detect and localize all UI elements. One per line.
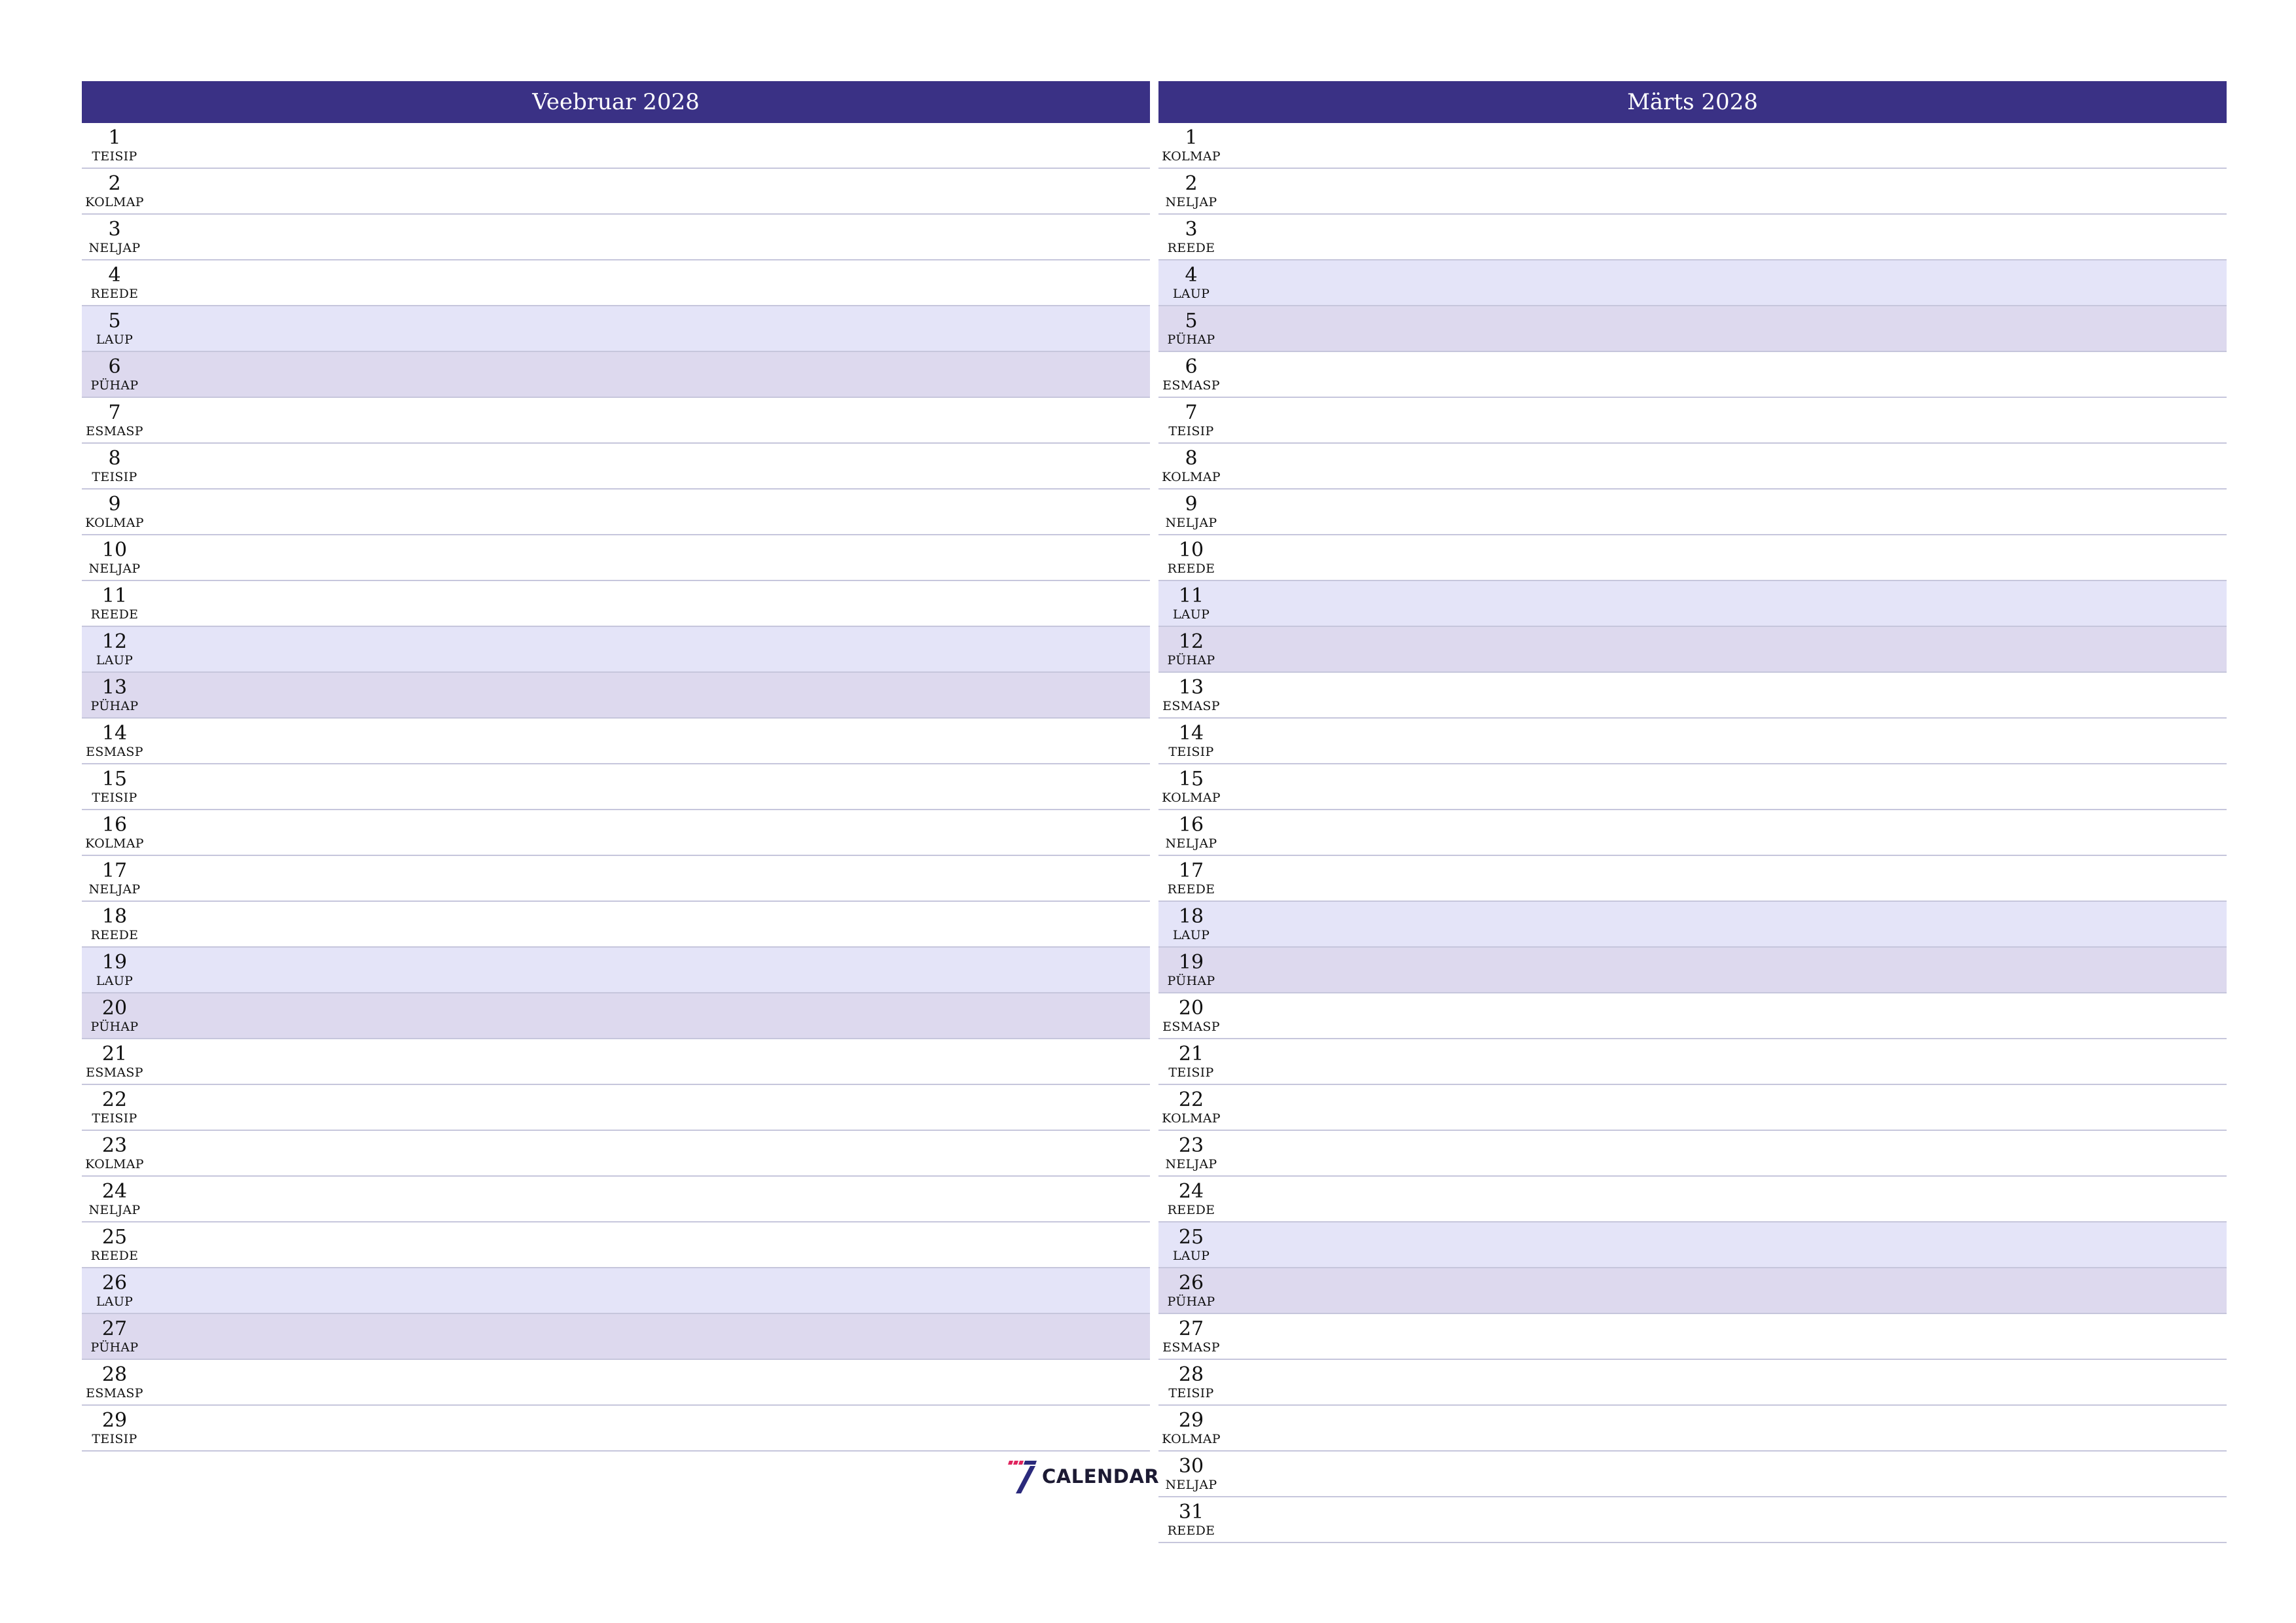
day-cell [1158, 352, 1224, 397]
day-cell [1158, 1406, 1224, 1450]
weekday-name: ESMASP [1162, 1340, 1220, 1355]
day-row [1158, 948, 2227, 993]
day-cell [1158, 1039, 1224, 1084]
day-row [82, 260, 1150, 306]
day-cell [82, 1177, 147, 1221]
weekday-name: NELJAP [1165, 1478, 1217, 1492]
day-number: 15 [1178, 768, 1204, 791]
day-row [82, 444, 1150, 490]
day-number: 16 [101, 813, 128, 836]
day-number: 6 [1185, 355, 1198, 378]
weekday-name: REEDE [1167, 882, 1215, 897]
day-row [1158, 398, 2227, 444]
day-row [1158, 1039, 2227, 1085]
day-cell [82, 810, 147, 855]
day-cell [82, 535, 147, 580]
weekday-name: ESMASP [86, 1065, 143, 1080]
weekday-name: KOLMAP [85, 195, 144, 209]
day-number: 8 [108, 447, 121, 470]
day-cell [82, 764, 147, 809]
day-cell [82, 856, 147, 901]
day-number: 22 [1178, 1088, 1204, 1111]
day-cell [1158, 490, 1224, 534]
day-row [82, 490, 1150, 535]
day-cell [1158, 215, 1224, 259]
day-cell [82, 719, 147, 763]
weekday-name: REEDE [90, 1249, 139, 1263]
day-number: 27 [101, 1317, 128, 1340]
day-cell [1158, 1268, 1224, 1313]
day-cell [82, 1406, 147, 1450]
weekday-name: TEISIP [92, 470, 137, 484]
weekday-name: ESMASP [86, 1386, 143, 1400]
logo-text: CALENDAR [1042, 1465, 1160, 1488]
day-list [1158, 123, 2227, 1543]
day-row [1158, 1177, 2227, 1222]
day-row [82, 398, 1150, 444]
day-number: 18 [1178, 905, 1204, 928]
day-cell [82, 1360, 147, 1404]
day-cell [1158, 169, 1224, 213]
day-cell [82, 1039, 147, 1084]
day-cell [82, 902, 147, 946]
day-number: 9 [1185, 493, 1198, 516]
day-row [82, 856, 1150, 902]
day-cell [1158, 948, 1224, 992]
day-row [1158, 856, 2227, 902]
day-number: 14 [1178, 722, 1204, 745]
day-cell [1158, 673, 1224, 717]
day-row [1158, 627, 2227, 673]
weekday-name: REEDE [90, 928, 139, 942]
day-row [82, 810, 1150, 856]
day-cell [1158, 260, 1224, 305]
day-number: 30 [1178, 1455, 1204, 1478]
weekday-name: NELJAP [1165, 195, 1217, 209]
day-number: 9 [108, 493, 121, 516]
weekday-name: LAUP [1172, 928, 1210, 942]
day-number: 24 [101, 1180, 128, 1203]
day-number: 26 [1178, 1272, 1204, 1294]
day-cell [82, 169, 147, 213]
day-number: 12 [101, 630, 128, 653]
day-cell [1158, 1085, 1224, 1130]
day-number: 21 [101, 1043, 128, 1065]
weekday-name: REEDE [90, 607, 139, 622]
day-number: 11 [101, 584, 128, 607]
day-row [1158, 444, 2227, 490]
day-number: 16 [1178, 813, 1204, 836]
day-number: 22 [101, 1088, 128, 1111]
weekday-name: PÜHAP [90, 1340, 139, 1355]
day-number: 7 [108, 401, 121, 424]
month-title: Märts 2028 [1158, 81, 2227, 123]
weekday-name: TEISIP [1168, 1065, 1214, 1080]
day-cell [82, 581, 147, 626]
day-cell [82, 123, 147, 168]
day-number: 10 [101, 539, 128, 562]
day-row [1158, 215, 2227, 260]
day-number: 25 [101, 1226, 128, 1249]
day-row [1158, 490, 2227, 535]
day-cell [82, 398, 147, 442]
day-row [82, 902, 1150, 948]
day-cell [82, 490, 147, 534]
day-number: 12 [1178, 630, 1204, 653]
weekday-name: PÜHAP [1167, 974, 1215, 988]
weekday-name: TEISIP [92, 791, 137, 805]
weekday-name: LAUP [96, 653, 134, 668]
day-row [82, 581, 1150, 627]
weekday-name: TEISIP [92, 149, 137, 164]
day-row [1158, 581, 2227, 627]
weekday-name: REEDE [1167, 241, 1215, 255]
day-row [82, 215, 1150, 260]
day-number: 6 [108, 355, 121, 378]
weekday-name: REEDE [1167, 1203, 1215, 1217]
day-row [82, 627, 1150, 673]
weekday-name: REEDE [1167, 562, 1215, 576]
weekday-name: PÜHAP [90, 699, 139, 713]
day-row [1158, 1268, 2227, 1314]
weekday-name: TEISIP [1168, 1386, 1214, 1400]
day-row [82, 673, 1150, 719]
weekday-name: KOLMAP [1162, 791, 1221, 805]
weekday-name: KOLMAP [85, 1157, 144, 1171]
weekday-name: NELJAP [1165, 836, 1217, 851]
weekday-name: PÜHAP [90, 378, 139, 393]
weekday-name: PÜHAP [1167, 653, 1215, 668]
day-row [82, 1268, 1150, 1314]
day-cell [1158, 1222, 1224, 1267]
weekday-name: NELJAP [88, 882, 141, 897]
day-cell [82, 948, 147, 992]
day-number: 29 [1178, 1409, 1204, 1432]
day-number: 17 [101, 859, 128, 882]
weekday-name: TEISIP [1168, 745, 1214, 759]
day-cell [1158, 810, 1224, 855]
day-row [1158, 169, 2227, 215]
day-cell [1158, 627, 1224, 671]
month-panel-march [1158, 81, 2227, 1543]
weekday-name: LAUP [96, 332, 134, 347]
weekday-name: ESMASP [1162, 378, 1220, 393]
weekday-name: LAUP [1172, 1249, 1210, 1263]
weekday-name: ESMASP [86, 424, 143, 438]
day-number: 13 [1178, 676, 1204, 699]
day-row [1158, 1131, 2227, 1177]
day-number: 8 [1185, 447, 1198, 470]
weekday-name: PÜHAP [90, 1020, 139, 1034]
weekday-name: KOLMAP [85, 516, 144, 530]
day-row [1158, 719, 2227, 764]
day-cell [1158, 856, 1224, 901]
day-cell [82, 627, 147, 671]
day-cell [1158, 1452, 1224, 1496]
day-cell [82, 1222, 147, 1267]
day-cell [1158, 306, 1224, 351]
day-row [1158, 260, 2227, 306]
day-row [82, 1039, 1150, 1085]
day-number: 1 [1185, 126, 1198, 149]
day-list [82, 123, 1150, 1452]
day-row [1158, 1085, 2227, 1131]
day-cell [1158, 764, 1224, 809]
day-row [1158, 1497, 2227, 1543]
day-row [1158, 993, 2227, 1039]
day-row [82, 169, 1150, 215]
day-number: 19 [1178, 951, 1204, 974]
day-number: 1 [108, 126, 121, 149]
day-row [82, 1085, 1150, 1131]
day-number: 5 [1185, 310, 1198, 332]
day-cell [1158, 902, 1224, 946]
day-row [82, 1406, 1150, 1452]
weekday-name: KOLMAP [1162, 149, 1221, 164]
day-row [1158, 673, 2227, 719]
day-row [1158, 810, 2227, 856]
day-number: 26 [101, 1272, 128, 1294]
day-row [82, 306, 1150, 352]
day-number: 27 [1178, 1317, 1204, 1340]
day-cell [82, 1131, 147, 1175]
weekday-name: LAUP [1172, 287, 1210, 301]
day-number: 4 [1185, 264, 1198, 287]
month-panel-february [82, 81, 1150, 1452]
day-number: 23 [101, 1134, 128, 1157]
day-number: 23 [1178, 1134, 1204, 1157]
day-row [82, 719, 1150, 764]
day-cell [1158, 993, 1224, 1038]
day-row [1158, 352, 2227, 398]
day-cell [82, 444, 147, 488]
day-cell [1158, 581, 1224, 626]
day-cell [1158, 535, 1224, 580]
weekday-name: TEISIP [92, 1111, 137, 1126]
day-row [1158, 1452, 2227, 1497]
day-row [82, 123, 1150, 169]
weekday-name: NELJAP [1165, 1157, 1217, 1171]
day-cell [82, 673, 147, 717]
weekday-name: KOLMAP [85, 836, 144, 851]
day-cell [82, 260, 147, 305]
weekday-name: NELJAP [1165, 516, 1217, 530]
day-number: 2 [108, 172, 121, 195]
day-number: 25 [1178, 1226, 1204, 1249]
day-cell [1158, 1131, 1224, 1175]
day-cell [1158, 1497, 1224, 1542]
day-row [1158, 535, 2227, 581]
day-row [1158, 764, 2227, 810]
day-number: 28 [101, 1363, 128, 1386]
day-number: 18 [101, 905, 128, 928]
day-row [1158, 306, 2227, 352]
day-number: 2 [1185, 172, 1198, 195]
day-number: 10 [1178, 539, 1204, 562]
day-cell [1158, 444, 1224, 488]
day-number: 13 [101, 676, 128, 699]
day-cell [1158, 123, 1224, 168]
day-row [1158, 1314, 2227, 1360]
weekday-name: ESMASP [1162, 1020, 1220, 1034]
weekday-name: PÜHAP [1167, 1294, 1215, 1309]
weekday-name: REEDE [90, 287, 139, 301]
day-number: 11 [1178, 584, 1204, 607]
day-cell [82, 1268, 147, 1313]
day-cell [1158, 398, 1224, 442]
weekday-name: ESMASP [1162, 699, 1220, 713]
day-number: 4 [108, 264, 121, 287]
day-number: 20 [101, 997, 128, 1020]
day-number: 7 [1185, 401, 1198, 424]
weekday-name: KOLMAP [1162, 1432, 1221, 1446]
day-number: 3 [1185, 218, 1198, 241]
day-number: 5 [108, 310, 121, 332]
day-row [1158, 1406, 2227, 1452]
weekday-name: LAUP [1172, 607, 1210, 622]
day-row [1158, 902, 2227, 948]
month-title: Veebruar 2028 [82, 81, 1150, 123]
weekday-name: TEISIP [1168, 424, 1214, 438]
day-row [1158, 1222, 2227, 1268]
day-row [82, 1177, 1150, 1222]
weekday-name: PÜHAP [1167, 332, 1215, 347]
day-number: 15 [101, 768, 128, 791]
weekday-name: KOLMAP [1162, 1111, 1221, 1126]
day-number: 29 [101, 1409, 128, 1432]
day-number: 20 [1178, 997, 1204, 1020]
seven-logo-icon [1007, 1458, 1038, 1495]
weekday-name: LAUP [96, 1294, 134, 1309]
day-row [82, 1314, 1150, 1360]
day-cell [82, 306, 147, 351]
day-row [1158, 1360, 2227, 1406]
day-number: 31 [1178, 1501, 1204, 1524]
weekday-name: NELJAP [88, 1203, 141, 1217]
day-row [82, 352, 1150, 398]
day-row [1158, 123, 2227, 169]
weekday-name: NELJAP [88, 562, 141, 576]
day-row [82, 535, 1150, 581]
day-number: 28 [1178, 1363, 1204, 1386]
day-cell [1158, 1314, 1224, 1359]
day-number: 21 [1178, 1043, 1204, 1065]
day-cell [82, 993, 147, 1038]
weekday-name: REEDE [1167, 1524, 1215, 1538]
brand-logo [1007, 1458, 1159, 1495]
day-cell [1158, 719, 1224, 763]
day-cell [82, 215, 147, 259]
day-row [82, 948, 1150, 993]
day-cell [1158, 1177, 1224, 1221]
day-row [82, 1222, 1150, 1268]
day-number: 3 [108, 218, 121, 241]
day-row [82, 764, 1150, 810]
day-row [82, 1360, 1150, 1406]
day-row [82, 993, 1150, 1039]
weekday-name: NELJAP [88, 241, 141, 255]
day-cell [82, 1085, 147, 1130]
day-row [82, 1131, 1150, 1177]
day-number: 17 [1178, 859, 1204, 882]
day-cell [82, 352, 147, 397]
day-number: 24 [1178, 1180, 1204, 1203]
day-number: 14 [101, 722, 128, 745]
weekday-name: KOLMAP [1162, 470, 1221, 484]
day-cell [82, 1314, 147, 1359]
day-cell [1158, 1360, 1224, 1404]
weekday-name: ESMASP [86, 745, 143, 759]
day-number: 19 [101, 951, 128, 974]
weekday-name: TEISIP [92, 1432, 137, 1446]
weekday-name: LAUP [96, 974, 134, 988]
